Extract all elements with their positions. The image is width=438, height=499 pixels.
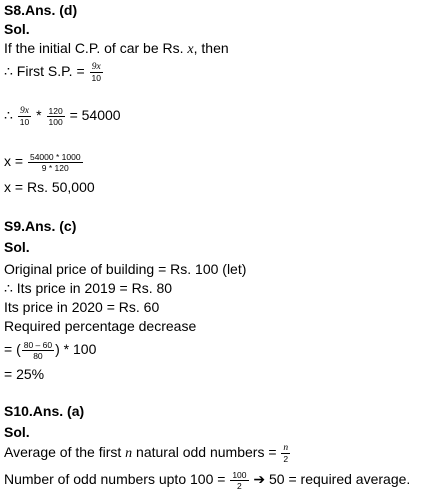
s9-line-1: Original price of building = Rs. 100 (let) [4,261,247,277]
s8-line-3: ∴ $\frac{9x}{10}$ * $\frac{120}{100}$ = 54000 [4,106,121,127]
s8-heading: S8.Ans. (d) [4,2,78,18]
s8-sol-label: Sol. [4,21,30,37]
s10-line-2: Number of odd numbers upto 100 = $\frac{100}{2}$ ➔ 50 = required average. [4,470,411,491]
s10-sol-label: Sol. [4,424,30,440]
arrow-icon: ➔ [253,471,266,488]
fraction: $\frac{80 - 60}{80}$ [23,340,53,361]
s9-line-6: = 25% [4,366,45,382]
fraction: $\frac{54000 * 1000}{9 * 120}$ [29,152,81,173]
fraction: $\frac{100}{2}$ [232,470,247,491]
s9-heading: S9.Ans. (c) [4,218,77,234]
s9-line-5: = ( $\frac{80 - 60}{80}$ ) * 100 [4,340,97,361]
s8-line-2: ∴ First S.P. = $\frac{9x}{10}$ [4,62,101,83]
s8-line-4: x = $\frac{54000 * 1000}{9 * 120}$ [4,152,81,173]
s9-line-2: ∴ Its price in 2019 = Rs. 80 [4,280,173,296]
s9-line-3: Its price in 2020 = Rs. 60 [4,299,160,315]
fraction: $\frac{9x}{10}$ [91,62,101,83]
s9-line-4: Required percentage decrease [4,318,197,334]
s10-line-1: Average of the first n natural odd numbers = $\frac{n}{2}$ [4,443,289,464]
fraction: $\frac{120}{100}$ [48,106,63,127]
fraction: $\frac{n}{2}$ [283,443,289,464]
s8-line-1: If the initial C.P. of car be Rs. x, then [4,40,229,57]
fraction: $\frac{9x}{10}$ [19,106,30,127]
s8-line-5: x = Rs. 50,000 [4,179,95,195]
s10-heading: S10.Ans. (a) [4,403,85,419]
s9-sol-label: Sol. [4,239,30,255]
